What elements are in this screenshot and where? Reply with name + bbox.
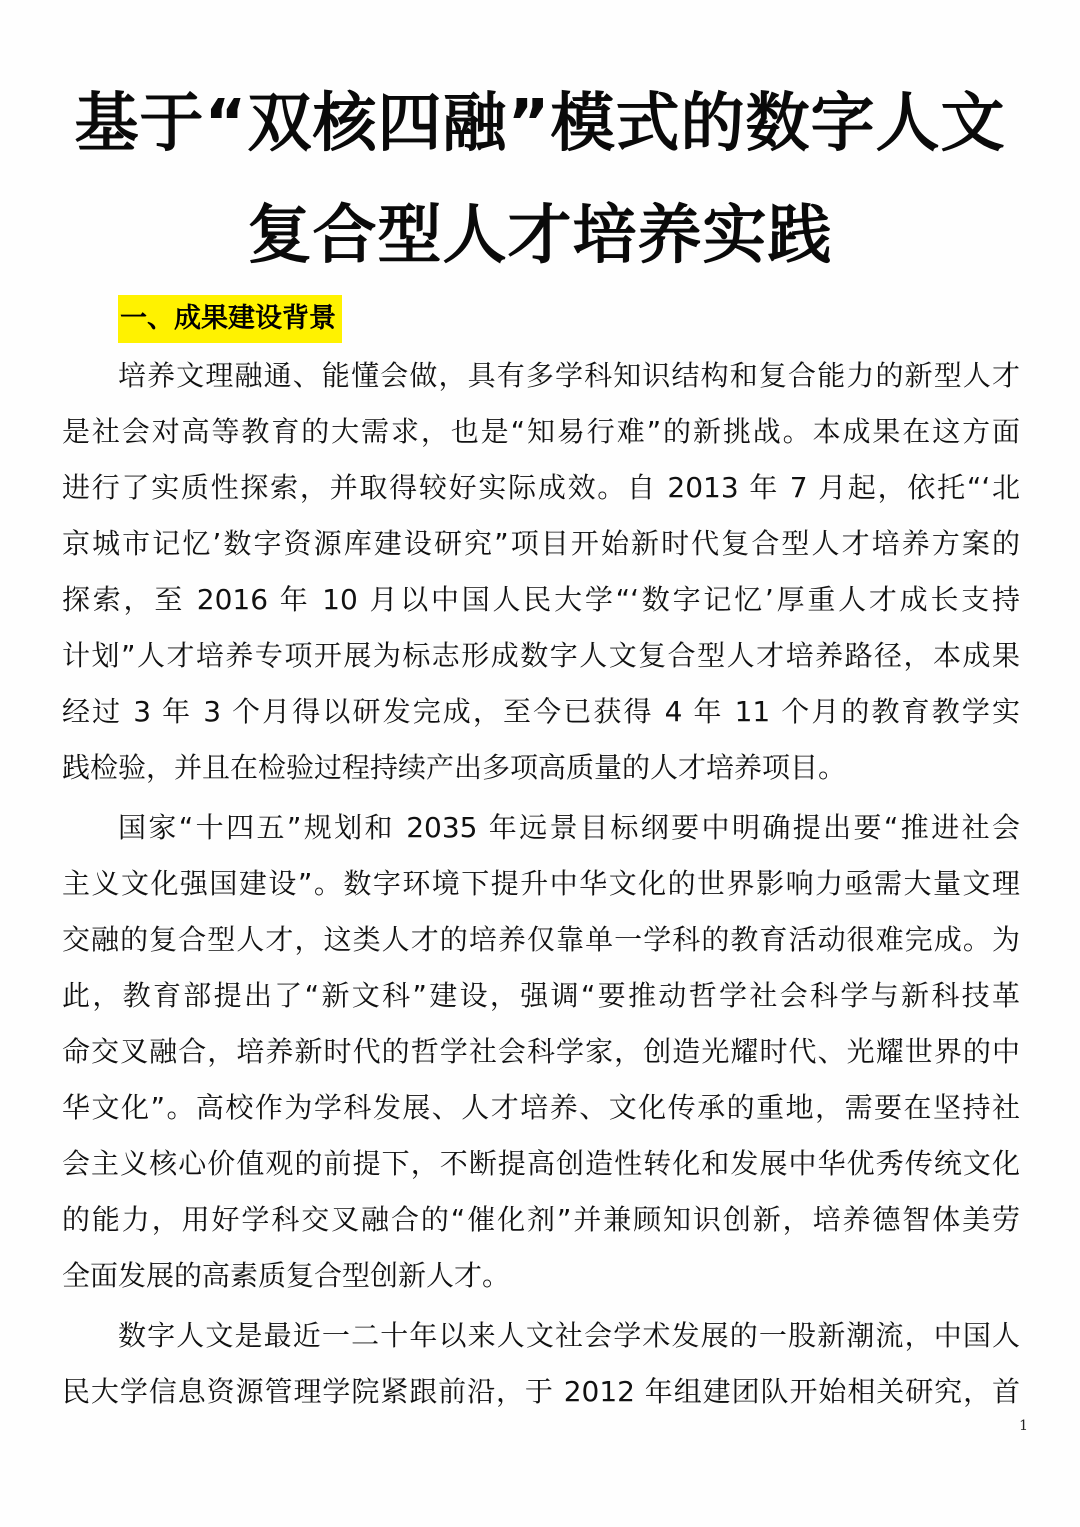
paragraph-2-line: 此，教育部提出了“新文科”建设，强调“要推动哲学社会科学与新科技革	[62, 979, 1020, 1012]
paragraph-1-line: 是社会对高等教育的大需求，也是“知易行难”的新挑战。本成果在这方面	[62, 415, 1020, 448]
paragraph-2-line: 华文化”。高校作为学科发展、人才培养、文化传承的重地，需要在坚持社	[62, 1091, 1020, 1124]
paragraph-2-line: 国家“十四五”规划和 2035 年远景目标纲要中明确提出要“推进社会	[118, 811, 1020, 844]
document-title-line-2: 复合型人才培养实践	[247, 199, 833, 273]
paragraph-2-line: 会主义核心价值观的前提下，不断提高创造性转化和发展中华优秀传统文化	[62, 1147, 1020, 1180]
page-number: 1	[1019, 1418, 1028, 1434]
paragraph-1-line: 践检验，并且在检验过程持续产出多项高质量的人才培养项目。	[62, 751, 847, 784]
paragraph-1-line: 探索，至 2016 年 10 月以中国人民大学“‘数字记忆’厚重人才成长支持	[62, 583, 1020, 616]
paragraph-1-line: 进行了实质性探索，并取得较好实际成效。自 2013 年 7 月起，依托“‘北	[62, 471, 1020, 504]
paragraph-2-line: 命交叉融合，培养新时代的哲学社会科学家，创造光耀时代、光耀世界的中	[62, 1035, 1020, 1068]
paragraph-2-line: 的能力，用好学科交叉融合的“催化剂”并兼顾知识创新，培养德智体美劳	[62, 1203, 1020, 1236]
paragraph-1-line: 培养文理融通、能懂会做，具有多学科知识结构和复合能力的新型人才	[118, 359, 1020, 392]
paragraph-2-line: 全面发展的高素质复合型创新人才。	[62, 1259, 511, 1292]
paragraph-2-line: 主义文化强国建设”。数字环境下提升中华文化的世界影响力亟需大量文理	[62, 867, 1020, 900]
paragraph-3-line: 民大学信息资源管理学院紧跟前沿，于 2012 年组建团队开始相关研究，首	[62, 1375, 1020, 1408]
document-title-line-1: 基于“双核四融”模式的数字人文	[74, 87, 1006, 161]
paragraph-2-line: 交融的复合型人才，这类人才的培养仅靠单一学科的教育活动很难完成。为	[62, 923, 1020, 956]
paragraph-1-line: 经过 3 年 3 个月得以研发完成，至今已获得 4 年 11 个月的教育教学实	[62, 695, 1020, 728]
section-heading: 一、成果建设背景	[118, 295, 342, 343]
paragraph-3-line: 数字人文是最近一二十年以来人文社会学术发展的一股新潮流，中国人	[118, 1319, 1020, 1352]
paragraph-1-line: 京城市记忆’数字资源库建设研究”项目开始新时代复合型人才培养方案的	[62, 527, 1020, 560]
paragraph-1-line: 计划”人才培养专项开展为标志形成数字人文复合型人才培养路径，本成果	[62, 639, 1020, 672]
